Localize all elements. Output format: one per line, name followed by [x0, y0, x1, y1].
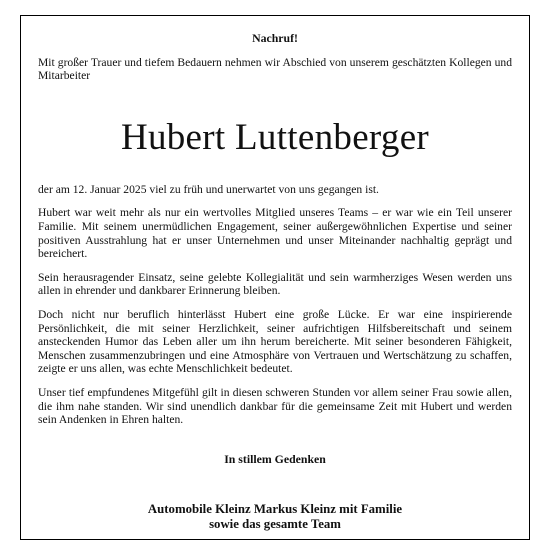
signature	[38, 502, 512, 532]
body-paragraph: Doch nicht nur beruflich hinterlässt Hubert eine große Lücke. Er war eine inspirierende Persönlichkeit, die mit seiner Herzlichkeit, seiner aufrichtigen Hilfsbereitschaft und seinem ansteckenden Humor das Leben aller um ihn herum bereicherte. Mit seiner besonderen Fähigkeit, Menschen zusammenzubringen und eine Atmosphäre von Vertrauen und Wertschätzung zu schaffen, zeigte er uns allen, was echte Menschlichkeit bedeutet.	[38, 307, 512, 376]
closing-phrase: In stillem Gedenken	[224, 451, 326, 466]
body-paragraph: der am 12. Januar 2025 viel zu früh und unerwartet von uns gegangen ist.	[38, 182, 379, 196]
notice-heading: Nachruf!	[252, 31, 298, 45]
signature-line: Automobile Kleinz Markus Kleinz mit Familie	[147, 502, 403, 517]
signature-line: sowie das gesamte Team	[209, 517, 341, 532]
body-paragraph: Hubert war weit mehr als nur ein wertvolles Mitglied unseres Teams – er war wie ein Teil unserer Familie. Mit seinem unermüdlichen Engagement, seiner außergewöhnlichen Expertise und seiner positiven Ausstrahlung hat er unser Unternehmen und unser Miteinander nachhaltig geprägt und bereichert.	[38, 206, 512, 261]
body-paragraph: Unser tief empfundenes Mitgefühl gilt in diesen schweren Stunden vor allem seiner Frau sowie allen, die ihm nahe standen. Wir sind unendlich dankbar für die gemeinsame Zeit mit Hubert und werden sein Andenken in Ehren halten.	[38, 385, 512, 427]
obituary-content	[38, 32, 512, 532]
deceased-name: Hubert Luttenberger	[120, 116, 430, 158]
body-paragraph: Sein herausragender Einsatz, seine gelebte Kollegialität und sein warmherziges Wesen werden uns allen in ehrender und dankbarer Erinnerung bleiben.	[38, 270, 512, 298]
intro-text: Mit großer Trauer und tiefem Bedauern nehmen wir Abschied von unserem geschätzten Kollegen und Mitarbeiter	[38, 55, 512, 83]
obituary-body	[38, 183, 512, 427]
